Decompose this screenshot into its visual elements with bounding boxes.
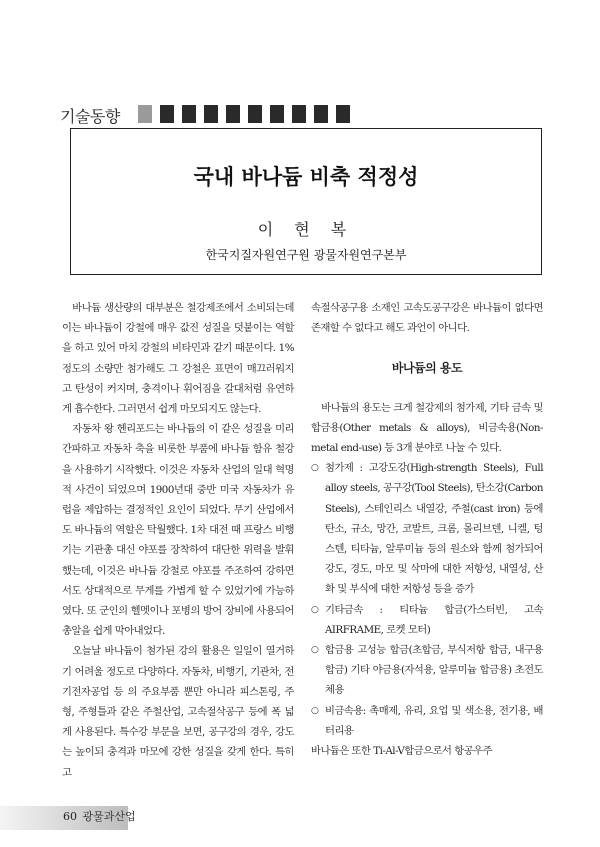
paragraph: 자동차 왕 헨리포드는 바나듐의 이 같은 성질을 미리 간파하고 자동차 축을 비롯한 부품에 바나듐 함유 철강을 사용하기 시작했다. 이것은 자동차 산업의 일대 혁명적 사건이 되었으며 1900년대 중반 미국 자동차가 유럽을 제압하는 결정적인 요인이 되었다. 무기 산업에서도 바나듐의 역할은 탁월했다. 1차 대전 때 프랑스 비행기는 기관총 대신 야포를 장착하여 대단한 위력을 발휘했는데, 이것은 바나듐 강철로 야포를 주조하여 강하면서도 상대적으로 무게를 가볍게 할 수 있었기에 가능하였다. 또 군인의 헬멧이나 포병의 방어 장비에 사용되어 총알을 쉽게 막아내었다. xyxy=(62,423,294,638)
list-item-text: 기타금속 : 티타늄 합금(가스터빈, 고속 AIRFRAME, 로켓 모터) xyxy=(325,603,543,636)
left-column xyxy=(62,298,294,783)
paragraph: 바나듐의 용도는 크게 철강제의 첨가제, 기타 금속 및 합금용(Other metals & alloys), 비금속용(Non-metal end-use) 등 3개 분야로 나눌 수 있다. xyxy=(311,401,543,455)
paragraph: 바나듐 생산량의 대부분은 철강제조에서 소비되는데 이는 바나듐이 강철에 매우 값진 성질을 덧붙이는 역할을 하고 있어 마치 강철의 비타민과 같기 때문이다. 1%정도의 소량만 첨가해도 그 강철은 표면이 매끄러워지고 탄성이 커지며, 충격이나 휘어짐을 갈대처럼 유연하게 흡수한다. 그러면서 쉽게 마모되지도 않는다. xyxy=(62,302,294,416)
section-heading: 바나듐의 용도 xyxy=(391,361,463,376)
section-tag: 기술동향 xyxy=(60,107,120,126)
author-name: 이 현 복 xyxy=(257,220,355,239)
list-item-text: 합금용 고성능 합금(초합금, 부식저항 합금, 내구용 합금) 기타 야금용(자석용, 알루미늄 합금용) 초전도체용 xyxy=(325,644,543,697)
paragraph: 속절삭공구용 소재인 고속도공구강은 바나듐이 없다면 존재할 수 없다고 해도 과언이 아니다. xyxy=(311,302,543,335)
section-tag-decoration xyxy=(138,105,350,123)
list-item xyxy=(311,640,543,701)
paragraph: 바나듐은 또한 Ti-Al-V합금으로서 항공우주 xyxy=(311,745,493,758)
title-box xyxy=(70,128,542,275)
list-item xyxy=(311,458,543,599)
publication-name: 광물과산업 xyxy=(82,810,136,823)
page-footer xyxy=(63,808,136,824)
right-column xyxy=(311,298,543,761)
author-affiliation: 한국지질자원연구원 광물자원연구본부 xyxy=(205,248,407,262)
article-title: 국내 바나듐 비축 적정성 xyxy=(193,165,419,189)
list-item-text: 첨가제 : 고강도강(High-strength Steels), Full alloy steels, 공구강(Tool Steels), 탄소강(Carbon Steels), 스테인리스 내열강, 주철(cast iron) 등에 탄소, 규소, 망간, 코발트, 크롬, 몰리브덴, 니켈, 텅스텐, 티타늄, 알루미늄 등의 원소와 함께 첨가되어 강도, 경도, 마모 및 삭마에 대한 저항성, 내열성, 산화 및 부식에 대한 저항성 등을 증가 xyxy=(325,462,543,596)
paragraph: 오늘날 바나듐이 첨가된 강의 활용은 일일이 열거하기 어려울 정도로 다양하다. 자동차, 비행기, 기관차, 전기전자공업 등 의 주요부품 뿐만 아니라 피스톤링, 주형, 주형틀과 같은 주철산업, 고속절삭공구 등에 폭 넓게 사용된다. 특수강 부문을 보면, 공구강의 경우, 강도는 높이되 충격과 마모에 강한 성질을 갖게 한다. 특히 고 xyxy=(62,645,294,779)
usage-list xyxy=(311,458,543,741)
list-item-text: 비금속용: 촉매제, 유리, 요업 및 색소용, 전기용, 배터리용 xyxy=(325,704,543,737)
list-item xyxy=(311,701,543,741)
page-number: 60 xyxy=(63,810,77,823)
list-item xyxy=(311,600,543,640)
